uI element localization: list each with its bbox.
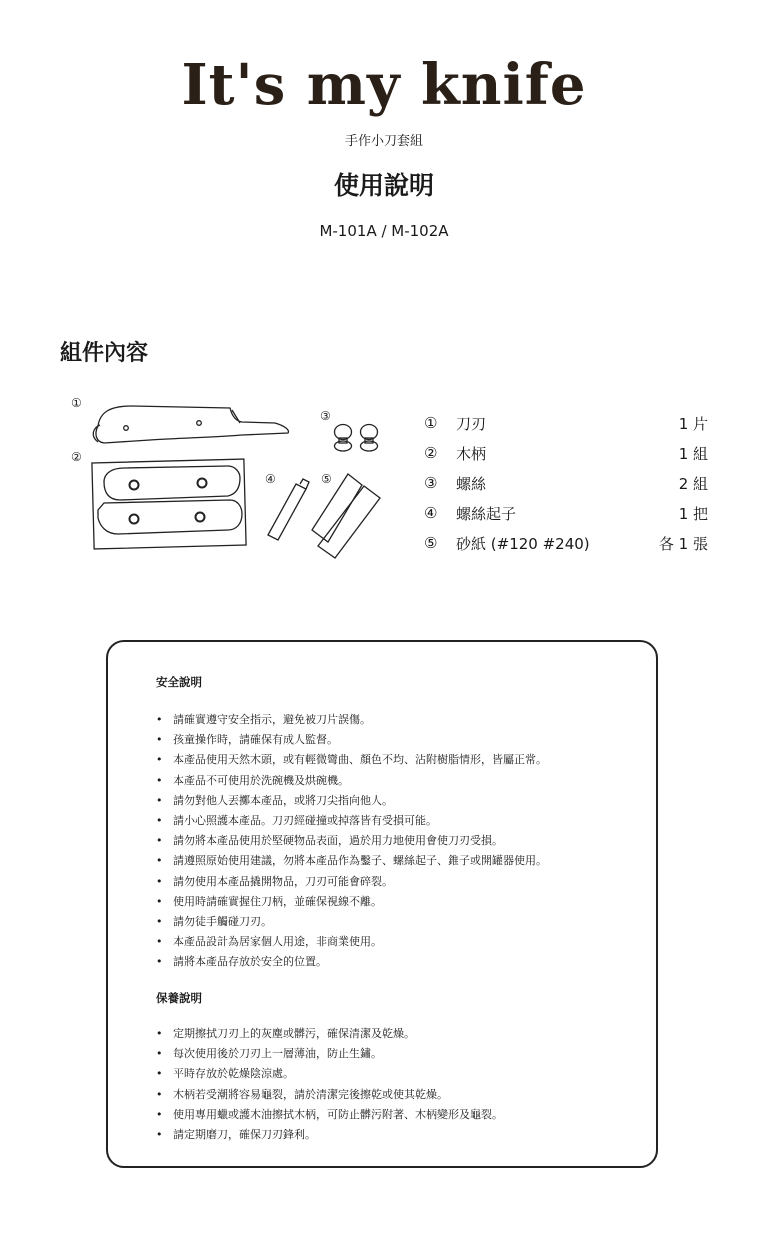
list-item: • 本產品設計為居家個人用途，非商業使用。 [156,932,646,952]
list-item: • 本產品使用天然木頭，或有輕微彎曲、顏色不均、沾附樹脂情形，皆屬正常。 [156,750,646,770]
components-diagram [60,390,390,560]
care-heading: 保養說明 [156,991,202,1005]
screwdriver-drawing [268,479,309,540]
component-row [424,408,708,438]
diagram-label-4: ④ [265,472,276,486]
component-name: 木柄 [456,444,487,463]
list-item: • 請確實遵守安全指示，避免被刀片誤傷。 [156,710,646,730]
sandpaper-drawing [312,474,380,558]
component-name: 螺絲起子 [456,504,517,523]
list-item: • 請勿徒手觸碰刀刃。 [156,912,646,932]
component-number: ① [424,414,438,432]
component-name: 刀刃 [456,414,487,433]
list-item: • 請小心照護本產品。刀刃經碰撞或掉落皆有受損可能。 [156,811,646,831]
list-item: • 請勿對他人丟擲本產品，或將刀尖指向他人。 [156,791,646,811]
component-quantity: 1 把 [678,504,708,523]
component-name: 砂紙 (#120 #240) [456,534,590,553]
components-list [424,408,708,558]
component-row [424,528,708,558]
diagram-label-5: ⑤ [321,472,332,486]
list-item: • 本產品不可使用於洗碗機及烘碗機。 [156,771,646,791]
component-quantity: 各 1 張 [658,534,708,553]
blade-drawing [93,406,288,443]
safety-list [156,710,646,972]
component-quantity: 2 組 [678,474,708,493]
safety-heading: 安全說明 [156,675,202,689]
component-quantity: 1 組 [678,444,708,463]
list-item: • 請遵照原始使用建議，勿將本產品作為鑿子、螺絲起子、錐子或開罐器使用。 [156,851,646,871]
diagram-label-2: ② [71,450,82,464]
list-item: • 使用專用蠟或護木油擦拭木柄，可防止髒污附著、木柄變形及龜裂。 [156,1105,646,1125]
component-number: ④ [424,504,438,522]
list-item: • 請勿使用本產品撬開物品，刀刃可能會碎裂。 [156,872,646,892]
diagram-label-3: ③ [320,409,331,423]
care-list [156,1024,646,1145]
component-number: ③ [424,474,438,492]
component-number: ② [424,444,438,462]
list-item: • 請勿將本產品使用於堅硬物品表面，過於用力地使用會使刀刃受損。 [156,831,646,851]
list-item: • 請定期磨刀，確保刀刃鋒利。 [156,1125,646,1145]
handle-drawing [92,459,246,549]
list-item: • 請將本產品存放於安全的位置。 [156,952,646,972]
components-heading: 組件內容 [60,341,149,366]
component-row [424,468,708,498]
list-item: • 定期擦拭刀刃上的灰塵或髒污，確保清潔及乾燥。 [156,1024,646,1044]
component-number: ⑤ [424,534,438,552]
list-item: • 木柄若受潮將容易龜裂，請於清潔完後擦乾或使其乾燥。 [156,1085,646,1105]
component-row [424,498,708,528]
list-item: • 平時存放於乾燥陰涼處。 [156,1064,646,1084]
page-title: 使用說明 [333,171,434,200]
product-subtitle: 手作小刀套組 [344,134,423,149]
list-item: • 每次使用後於刀刃上一層薄油，防止生鏽。 [156,1044,646,1064]
component-name: 螺絲 [456,474,487,493]
screws-drawing [335,425,378,452]
diagram-label-1: ① [71,396,82,410]
instructions-box [106,640,658,1168]
component-quantity: 1 片 [678,414,708,433]
model-numbers: M-101A / M-102A [319,222,449,240]
component-row [424,438,708,468]
list-item: • 使用時請確實握住刀柄，並確保視線不離。 [156,892,646,912]
list-item: • 孩童操作時，請確保有成人監督。 [156,730,646,750]
brand-logo: It's my knife [181,52,587,118]
